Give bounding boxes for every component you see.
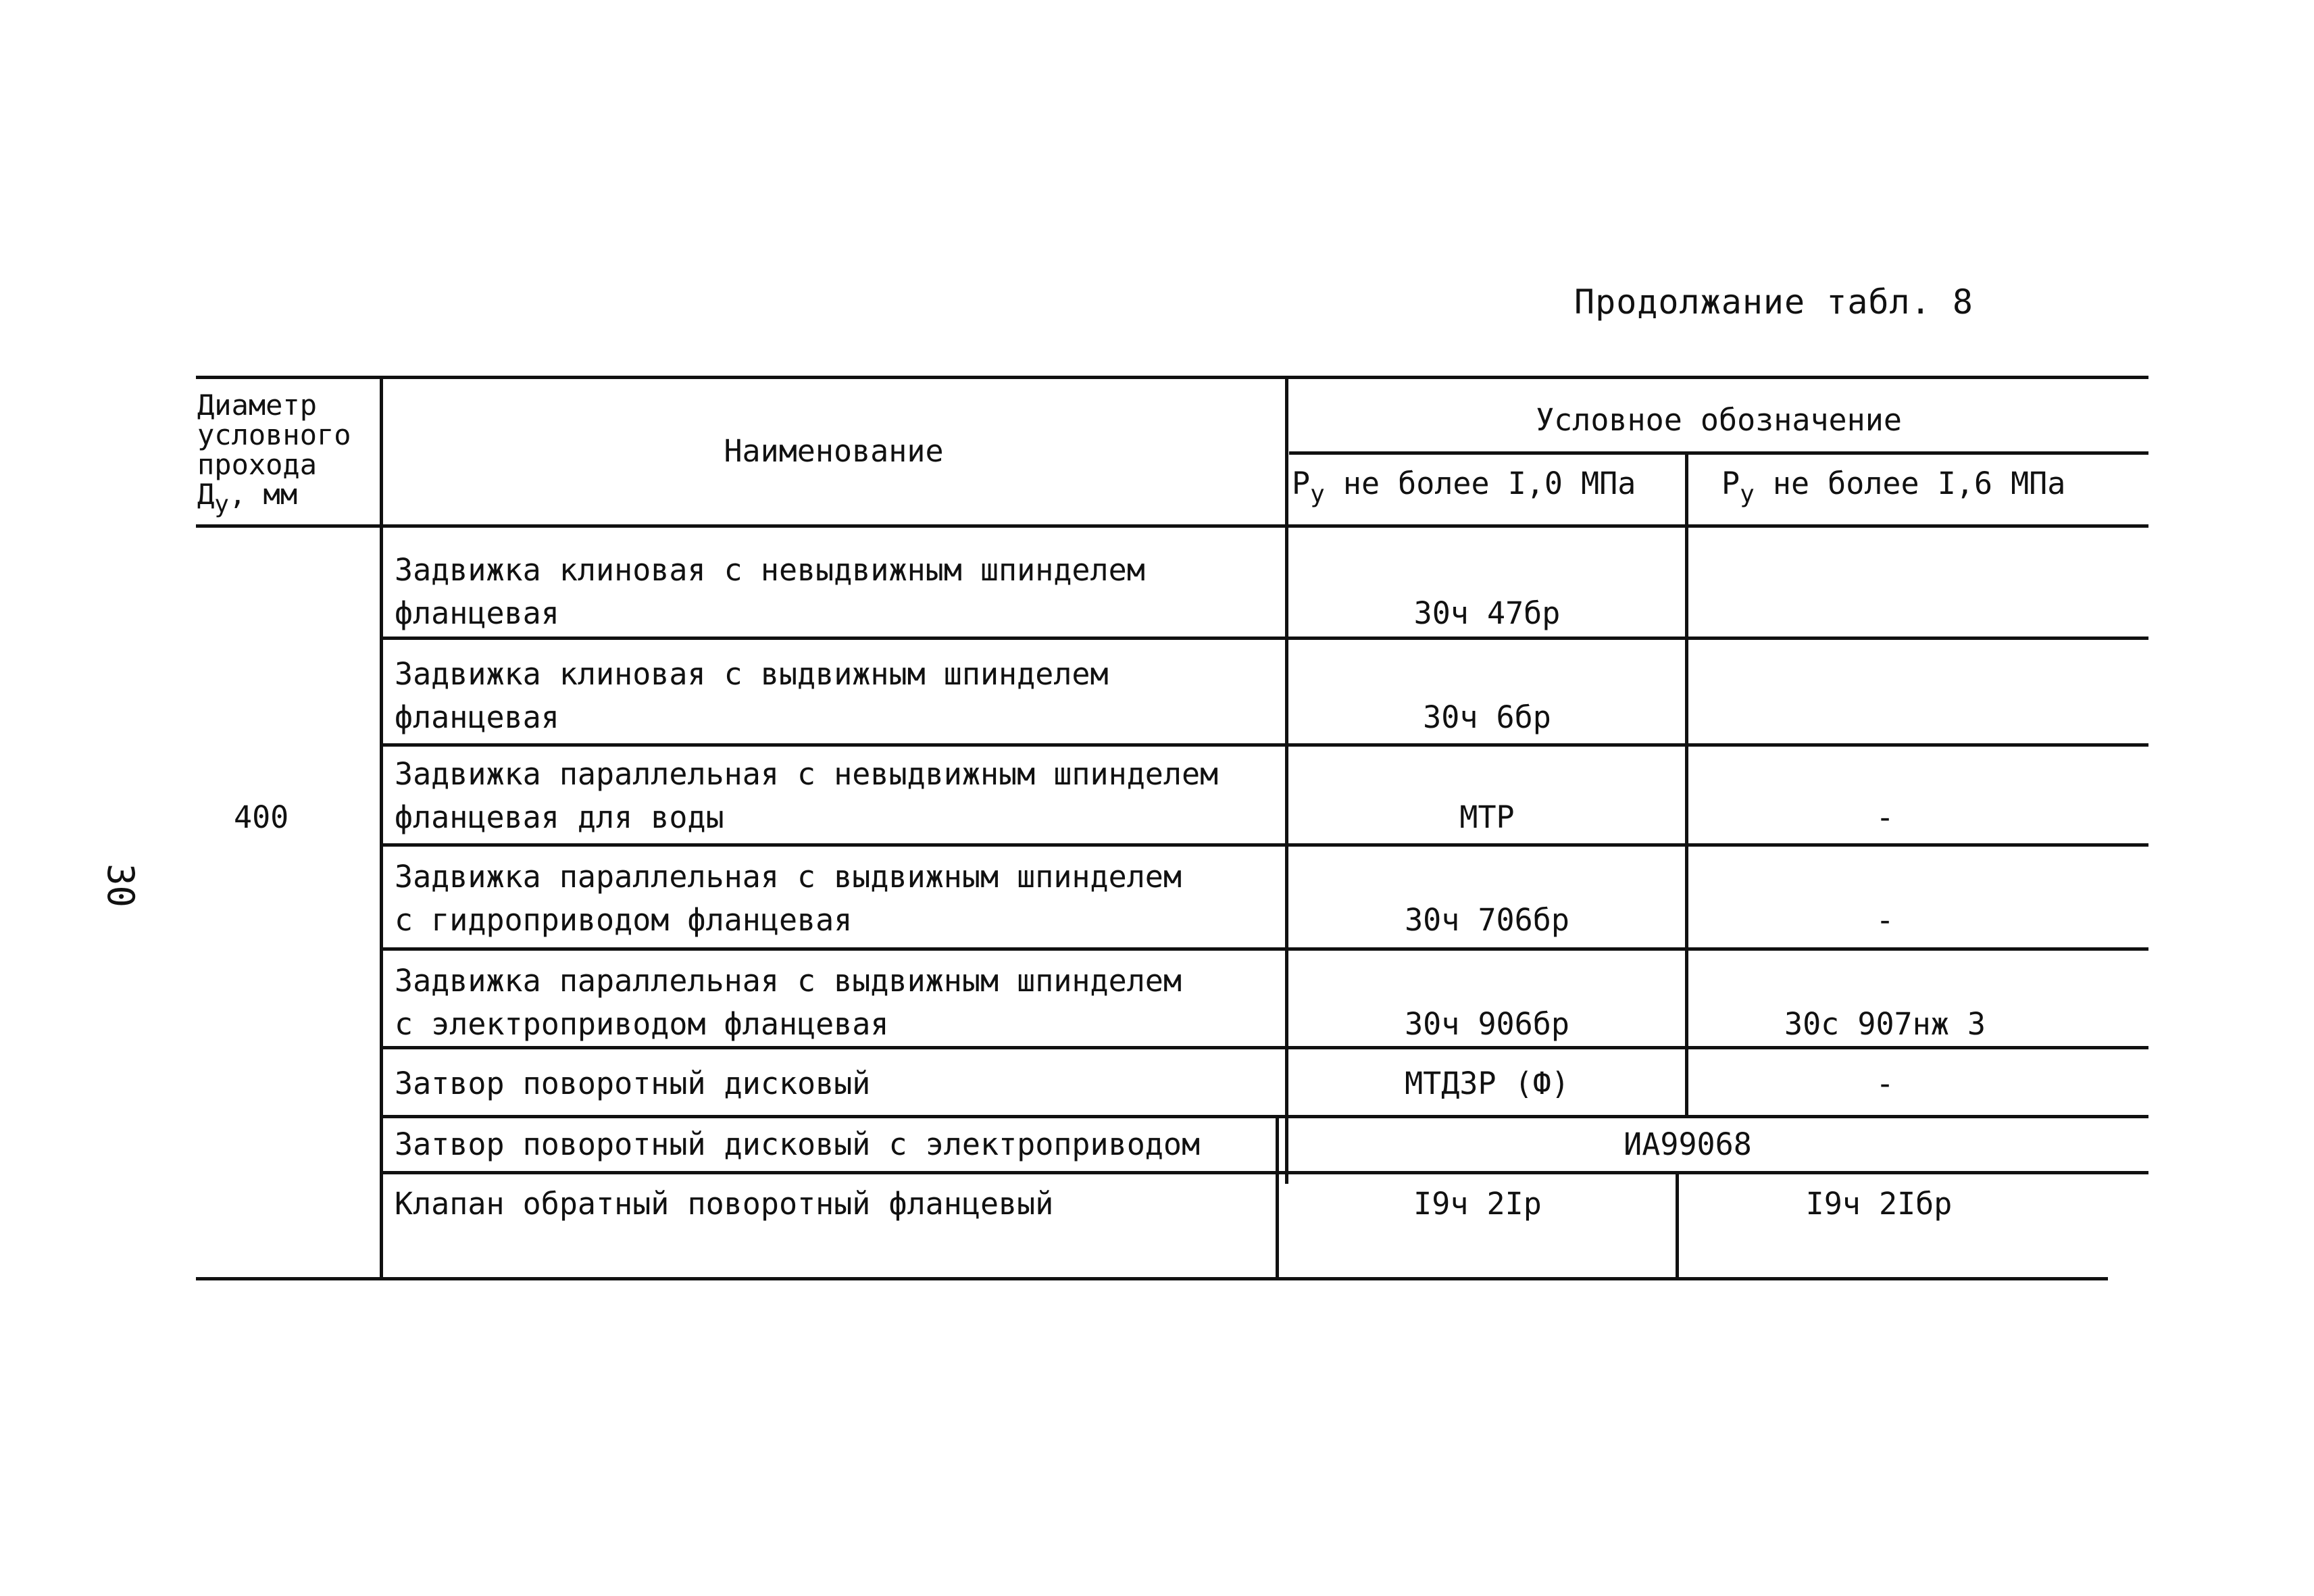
column-rule	[1276, 1115, 1279, 1278]
row-rule	[382, 1171, 2148, 1174]
row-code-a: 30ч 47бр	[1413, 595, 1561, 631]
row-name-line: с гидроприводом фланцевая	[395, 902, 853, 938]
header-pressure-a: $Р_у$ не более I,0 МПа	[1292, 466, 1636, 508]
table-caption: Продолжание табл. 8	[1574, 282, 1973, 322]
column-rule	[380, 376, 383, 1278]
row-name-line: Затвор поворотный дисковый	[395, 1066, 871, 1101]
table-bottom-rule	[196, 1277, 2108, 1280]
header-diameter: Диаметр условного прохода $Д_у$, мм	[197, 389, 351, 518]
column-rule	[1685, 451, 1688, 1117]
column-rule	[1676, 1171, 1679, 1278]
row-code-merged: ИА99068	[1624, 1126, 1752, 1162]
row-code-a: 30ч 906бр	[1405, 1006, 1569, 1042]
diameter-value: 400	[234, 799, 289, 835]
row-rule	[382, 1046, 2148, 1049]
row-name-line: Задвижка клиновая с выдвижным шпинделем	[395, 656, 1109, 692]
row-rule	[382, 1115, 2148, 1118]
row-name-line: Задвижка клиновая с невыдвижным шпинделем	[395, 552, 1145, 588]
row-name-line: Клапан обратный поворотный фланцевый	[395, 1186, 1054, 1222]
row-code-a: I9ч 2Iр	[1413, 1186, 1542, 1222]
row-rule	[382, 743, 2148, 747]
row-name-line: Задвижка параллельная с невыдвижным шпинделем	[395, 756, 1219, 792]
row-code-a: 30ч 6бр	[1423, 699, 1551, 735]
header-name: Наименование	[724, 433, 944, 469]
header-bottom-rule	[196, 524, 2148, 528]
row-code-b: -	[1876, 902, 1894, 938]
row-name-line: с электроприводом фланцевая	[395, 1006, 889, 1042]
column-rule	[1285, 376, 1288, 1184]
row-rule	[382, 637, 2148, 640]
row-code-a: МТР	[1459, 799, 1515, 835]
row-name-line: Затвор поворотный дисковый с электроприводом	[395, 1126, 1201, 1162]
row-name-line: Задвижка параллельная с выдвижным шпинделем	[395, 859, 1182, 895]
row-code-b: -	[1876, 1066, 1894, 1101]
row-code-a: 30ч 706бр	[1405, 902, 1569, 938]
row-name-line: фланцевая для воды	[395, 799, 724, 835]
row-name-line: фланцевая	[395, 595, 559, 631]
row-name-line: Задвижка параллельная с выдвижным шпинделем	[395, 963, 1182, 999]
table-top-rule	[196, 376, 2148, 379]
row-name-line: фланцевая	[395, 699, 559, 735]
row-rule	[382, 843, 2148, 847]
row-code-b: -	[1876, 799, 1894, 835]
row-rule	[382, 947, 2148, 951]
header-designation: Условное обозначение	[1536, 402, 1902, 438]
row-code-b: I9ч 2Iбр	[1805, 1186, 1953, 1222]
row-code-b: 30с 907нж 3	[1784, 1006, 1986, 1042]
header-inner-rule	[1289, 451, 2148, 455]
header-pressure-b: $Р_у$ не более I,6 МПа	[1721, 466, 2066, 508]
row-code-a: МТДЗР (Ф)	[1405, 1066, 1569, 1101]
page-number: 30	[99, 864, 142, 908]
